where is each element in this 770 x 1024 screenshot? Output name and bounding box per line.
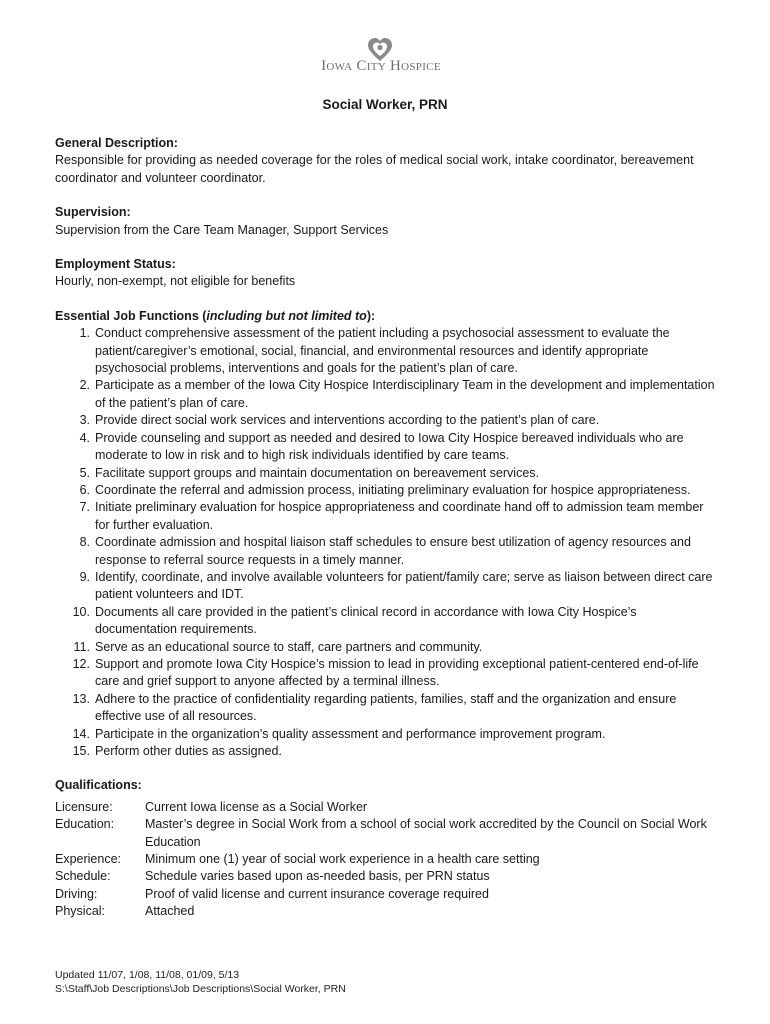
list-item-number: 14. bbox=[72, 726, 90, 741]
list-item bbox=[55, 569, 715, 604]
list-item-number: 9. bbox=[79, 569, 90, 584]
page-title: Social Worker, PRN bbox=[322, 97, 448, 112]
list-item bbox=[55, 377, 715, 412]
footer-file-path: S:\Staff\Job Descriptions\Job Descriptions\Social Worker, PRN bbox=[55, 983, 346, 995]
logo-text: Iowa City Hospice bbox=[321, 58, 441, 74]
list-item-number: 5. bbox=[79, 465, 90, 480]
list-item-number: 4. bbox=[79, 430, 90, 445]
job-functions-list bbox=[55, 325, 715, 760]
general-description-section bbox=[55, 135, 715, 187]
list-item-number: 3. bbox=[79, 413, 90, 428]
list-item-number: 1. bbox=[79, 326, 90, 341]
list-item-text: Documents all care provided in the patient’s clinical record in accordance with Iowa City Hospice’s documentation requirements. bbox=[95, 604, 637, 637]
list-item bbox=[55, 743, 715, 760]
employment-status-section bbox=[55, 256, 715, 291]
list-item bbox=[55, 430, 715, 465]
qualification-value: Master’s degree in Social Work from a school of social work accredited by the Council on Social Work Education bbox=[145, 817, 707, 849]
list-item-text: Provide counseling and support as needed and desired to Iowa City Hospice bereaved individuals who are moderate to low in risk and to high risk individuals identified by care teams. bbox=[95, 430, 684, 463]
qualifications-section bbox=[55, 777, 715, 920]
general-description-text: Responsible for providing as needed coverage for the roles of medical social work, intake coordinator, bereavement coordinator and volunteer coordinator. bbox=[55, 153, 694, 185]
list-item bbox=[55, 412, 715, 429]
list-item bbox=[55, 639, 715, 656]
qualification-row bbox=[55, 886, 715, 903]
document-body bbox=[55, 135, 715, 921]
job-functions-heading-start: Essential Job Functions ( bbox=[55, 308, 207, 323]
qualification-label: Licensure: bbox=[55, 799, 113, 814]
list-item-text: Serve as an educational source to staff, care partners and community. bbox=[95, 639, 483, 654]
list-item-text: Support and promote Iowa City Hospice’s mission to lead in providing exceptional patient-centered end-of-life care and grief support to anyone affected by a terminal illness. bbox=[95, 656, 699, 689]
list-item-text: Coordinate the referral and admission process, initiating preliminary evaluation for hospice appropriateness. bbox=[95, 482, 691, 497]
list-item-number: 13. bbox=[72, 691, 90, 706]
list-item-number: 8. bbox=[79, 535, 90, 550]
list-item-number: 6. bbox=[79, 482, 90, 497]
qualification-value: Attached bbox=[145, 904, 195, 919]
list-item-text: Conduct comprehensive assessment of the patient including a psychosocial assessment to evaluate the patient/caregiver’s emotional, social, financial, and environmental resources and identify appropriate psychosocial problems, interventions and goals for the patient’s plan of care. bbox=[95, 326, 670, 376]
list-item-text: Coordinate admission and hospital liaison staff schedules to ensure best utilization of agency resources and response to referral source requests in a timely manner. bbox=[95, 535, 691, 567]
list-item-text: Participate in the organization’s quality assessment and performance improvement program. bbox=[95, 726, 606, 741]
general-description-heading: General Description: bbox=[55, 136, 178, 150]
supervision-heading: Supervision: bbox=[55, 205, 131, 220]
list-item-number: 2. bbox=[79, 378, 90, 393]
list-item-text: Perform other duties as assigned. bbox=[95, 744, 282, 758]
list-item-number: 7. bbox=[79, 500, 90, 515]
qualification-label: Experience: bbox=[55, 852, 122, 867]
list-item-number: 11. bbox=[73, 639, 90, 654]
list-item bbox=[55, 726, 715, 743]
supervision-section bbox=[55, 204, 715, 239]
qualification-row bbox=[55, 799, 715, 816]
list-item bbox=[55, 325, 715, 377]
list-item bbox=[55, 534, 715, 569]
qualification-label: Driving: bbox=[55, 886, 98, 901]
list-item bbox=[55, 465, 715, 482]
logo bbox=[296, 36, 466, 80]
employment-status-text: Hourly, non-exempt, not eligible for benefits bbox=[55, 274, 296, 289]
list-item-number: 15. bbox=[72, 744, 90, 758]
list-item-number: 12. bbox=[72, 656, 90, 671]
qualification-value: Proof of valid license and current insurance coverage required bbox=[145, 886, 489, 901]
list-item-text: Participate as a member of the Iowa City Hospice Interdisciplinary Team in the development and implementation of the patient’s plan of care. bbox=[95, 378, 715, 410]
qualifications-heading: Qualifications: bbox=[55, 778, 142, 793]
list-item bbox=[55, 691, 715, 726]
list-item-number: 10. bbox=[72, 604, 90, 619]
qualification-row bbox=[55, 868, 715, 885]
list-item bbox=[55, 482, 715, 499]
qualification-row bbox=[55, 903, 715, 920]
list-item-text: Initiate preliminary evaluation for hospice appropriateness and coordinate hand off to admission team member for further evaluation. bbox=[95, 500, 704, 532]
list-item-text: Provide direct social work services and interventions according to the patient’s plan of care. bbox=[95, 413, 600, 428]
qualification-value: Minimum one (1) year of social work experience in a health care setting bbox=[145, 852, 540, 867]
list-item-text: Identify, coordinate, and involve available volunteers for patient/family care; serve as liaison between direct care patient volunteers and IDT. bbox=[95, 569, 713, 602]
supervision-text: Supervision from the Care Team Manager, Support Services bbox=[55, 222, 389, 237]
footer-updated: Updated 11/07, 1/08, 11/08, 01/09, 5/13 bbox=[55, 969, 240, 981]
list-item bbox=[55, 656, 715, 691]
qualification-value: Schedule varies based upon as-needed basis, per PRN status bbox=[145, 869, 490, 884]
qualification-value: Current Iowa license as a Social Worker bbox=[145, 799, 368, 814]
employment-status-heading: Employment Status: bbox=[55, 257, 176, 272]
qualification-label: Education: bbox=[55, 817, 115, 832]
qualification-label: Schedule: bbox=[55, 869, 111, 884]
job-functions-heading bbox=[55, 308, 715, 325]
qualification-label: Physical: bbox=[55, 904, 106, 919]
qualification-row bbox=[55, 851, 715, 868]
list-item bbox=[55, 604, 715, 639]
job-functions-heading-italic: including but not limited to bbox=[206, 308, 367, 323]
list-item-text: Facilitate support groups and maintain documentation on bereavement services. bbox=[95, 465, 540, 480]
list-item-text: Adhere to the practice of confidentiality regarding patients, families, staff and the organization and ensure effective use of all resources. bbox=[95, 691, 677, 724]
list-item bbox=[55, 499, 715, 534]
job-functions-heading-end: ): bbox=[366, 308, 376, 323]
footer bbox=[55, 968, 346, 996]
job-functions-section bbox=[55, 308, 715, 761]
qualification-row bbox=[55, 816, 715, 851]
